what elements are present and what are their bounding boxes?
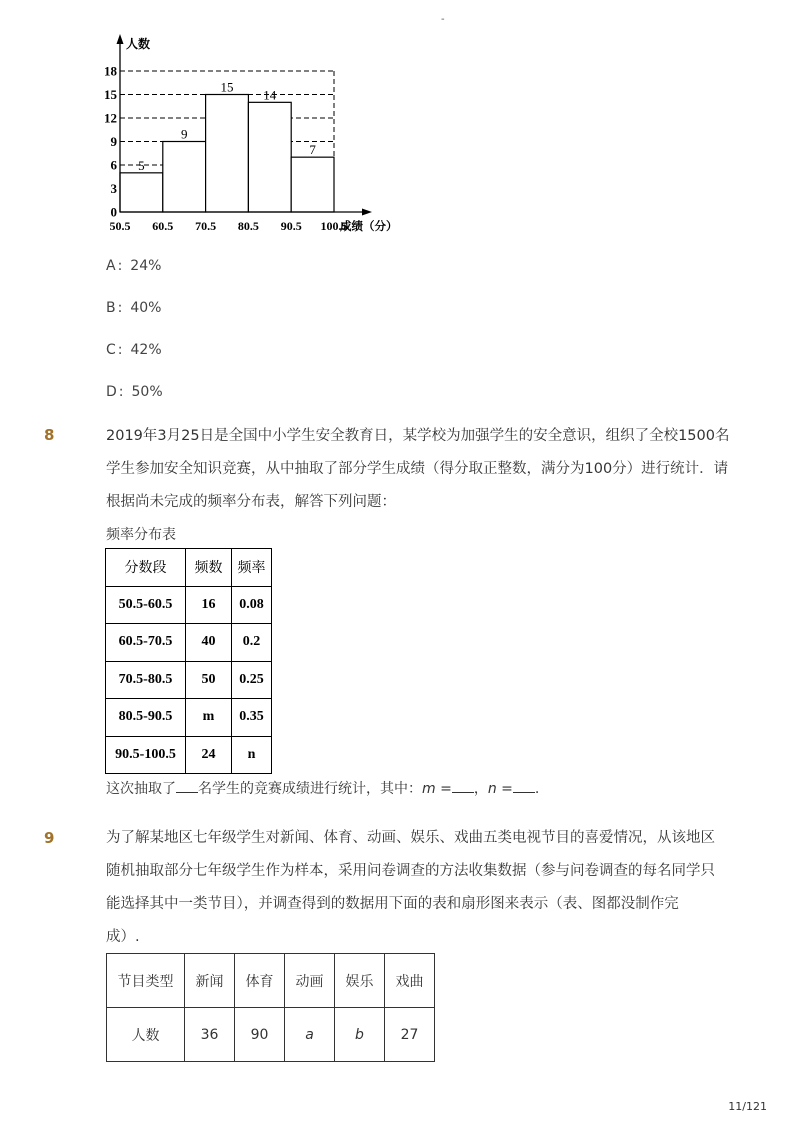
table-cell: 90.5-100.5 xyxy=(106,736,186,774)
fill-eq-m: = xyxy=(435,781,452,797)
y-tick-label: 9 xyxy=(110,134,117,149)
table-row xyxy=(106,586,272,624)
table-header-cell: 新闻 xyxy=(185,954,235,1008)
table-cell: m xyxy=(186,699,232,737)
fill-text-1: 这次抽取了 xyxy=(106,781,176,797)
table-cell: n xyxy=(232,736,272,774)
x-tick-label: 70.5 xyxy=(195,219,217,233)
fill-text-2: 名学生的竞赛成绩进行统计，其中： xyxy=(198,781,422,797)
question-9-line-4: 成）. xyxy=(106,929,140,945)
question-8-line-3: 根据尚未完成的频率分布表，解答下列问题： xyxy=(106,494,396,510)
table-cell: 0.35 xyxy=(232,699,272,737)
option-c-sep: : xyxy=(117,342,123,358)
option-a-sep: : xyxy=(117,258,123,274)
fill-eq-n: = xyxy=(496,781,513,797)
option-a-text: 24% xyxy=(130,258,162,274)
program-table xyxy=(106,953,435,1062)
y-axis-arrow xyxy=(117,34,124,44)
table-header-cell: 频率 xyxy=(232,549,272,587)
table-header-cell: 娱乐 xyxy=(335,954,385,1008)
bar-value-label: 14 xyxy=(263,87,277,103)
y-axis-label: 人数 xyxy=(126,37,151,51)
table-cell: 24 xyxy=(186,736,232,774)
y-tick-label: 0 xyxy=(110,204,117,220)
question-9-line-1: 为了解某地区七年级学生对新闻、体育、动画、娱乐、戏曲五类电视节目的喜爱情况，从该地区 xyxy=(106,830,715,846)
var-m: m xyxy=(422,781,436,797)
y-tick-label: 12 xyxy=(104,110,117,126)
table-cell: 0.2 xyxy=(232,624,272,662)
question-8-line-2: 学生参加安全知识竞赛，从中抽取了部分学生成绩（得分取正整数，满分为100分）进行统计．请 xyxy=(106,461,729,477)
answer-blank-m[interactable] xyxy=(452,778,474,793)
option-b-sep: : xyxy=(117,300,123,316)
table-row xyxy=(106,624,272,662)
table-cell: 70.5-80.5 xyxy=(106,661,186,699)
question-9-text xyxy=(106,822,726,954)
score-histogram xyxy=(100,30,410,240)
bar-value-label: 7 xyxy=(309,142,316,158)
table-cell: 80.5-90.5 xyxy=(106,699,186,737)
option-d[interactable] xyxy=(106,384,163,400)
answer-blank-count[interactable] xyxy=(176,778,198,793)
page-top-mark: - xyxy=(441,14,445,25)
table-header-cell: 分数段 xyxy=(106,549,186,587)
answer-blank-n[interactable] xyxy=(513,778,535,793)
frequency-table xyxy=(105,548,272,774)
x-tick-label: 100.5 xyxy=(320,219,348,233)
var-n: n xyxy=(487,781,497,797)
bar-value-label: 5 xyxy=(138,157,145,173)
table-header-cell: 戏曲 xyxy=(385,954,435,1008)
y-tick-label: 15 xyxy=(104,87,117,102)
table-header-cell: 动画 xyxy=(285,954,335,1008)
question-8-text xyxy=(106,420,730,519)
bar-value-label: 9 xyxy=(180,126,188,142)
question-9-line-2: 随机抽取部分七年级学生作为样本，采用问卷调查的方法收集数据（参与问卷调查的每名同学只 xyxy=(106,863,715,879)
option-d-text: 50% xyxy=(131,384,163,400)
program-table-header xyxy=(107,954,435,1008)
option-c-text: 42% xyxy=(130,342,162,358)
table-cell: 90 xyxy=(235,1008,285,1062)
page-number: 11/121 xyxy=(728,1100,767,1113)
option-b-letter: B xyxy=(106,300,116,316)
table-cell: 36 xyxy=(185,1008,235,1062)
table-cell: 0.08 xyxy=(232,586,272,624)
table-cell: 50 xyxy=(186,661,232,699)
histogram-bar xyxy=(291,157,334,212)
question-8-line-1: 2019年3月25日是全国中小学生安全教育日，某学校为加强学生的安全意识，组织了全校1500名 xyxy=(106,428,730,444)
table-cell: 0.25 xyxy=(232,661,272,699)
option-d-letter: D xyxy=(106,384,117,400)
table-header-cell: 节目类型 xyxy=(107,954,185,1008)
option-a-letter: A xyxy=(106,258,116,274)
y-tick-label: 3 xyxy=(110,181,117,196)
option-d-sep: : xyxy=(118,384,124,400)
option-c-letter: C xyxy=(106,342,116,358)
table-cell: 40 xyxy=(186,624,232,662)
option-b[interactable] xyxy=(106,300,161,316)
frequency-table-header xyxy=(106,549,272,587)
question-9-number: 9 xyxy=(44,829,55,847)
program-table-row xyxy=(107,1008,435,1062)
histogram-bar xyxy=(248,102,291,212)
x-tick-label: 90.5 xyxy=(280,219,302,233)
table-cell: 16 xyxy=(186,586,232,624)
table-cell: b xyxy=(335,1008,385,1062)
option-b-text: 40% xyxy=(130,300,162,316)
y-tick-label: 6 xyxy=(110,157,117,173)
question-9-line-3: 能选择其中一类节目），并调查得到的数据用下面的表和扇形图来表示（表、图都没制作完 xyxy=(106,896,679,912)
table-cell: a xyxy=(285,1008,335,1062)
table-cell: 27 xyxy=(385,1008,435,1062)
table-header-cell: 频数 xyxy=(186,549,232,587)
question-8-fill-blank xyxy=(106,778,539,798)
table-row xyxy=(106,661,272,699)
bar-value-label: 15 xyxy=(220,79,234,95)
question-8-number: 8 xyxy=(44,426,55,444)
frequency-table-caption: 频率分布表 xyxy=(106,527,176,543)
table-cell: 人数 xyxy=(107,1008,185,1062)
histogram-bar xyxy=(163,142,206,213)
table-cell: 60.5-70.5 xyxy=(106,624,186,662)
x-axis-label: 成绩（分） xyxy=(340,221,398,233)
table-header-cell: 体育 xyxy=(235,954,285,1008)
histogram-bar xyxy=(206,95,249,213)
table-row xyxy=(106,736,272,774)
table-cell: 50.5-60.5 xyxy=(106,586,186,624)
y-tick-label: 18 xyxy=(104,63,117,79)
fill-comma: ， xyxy=(473,781,488,797)
x-axis-arrow xyxy=(362,209,372,216)
x-tick-label: 80.5 xyxy=(237,219,259,233)
table-row xyxy=(106,699,272,737)
option-c[interactable] xyxy=(106,342,162,358)
x-tick-label: 50.5 xyxy=(109,219,131,233)
fill-end: . xyxy=(534,781,540,797)
option-a[interactable] xyxy=(106,258,161,274)
histogram-bar xyxy=(120,173,163,212)
x-tick-label: 60.5 xyxy=(152,219,174,233)
